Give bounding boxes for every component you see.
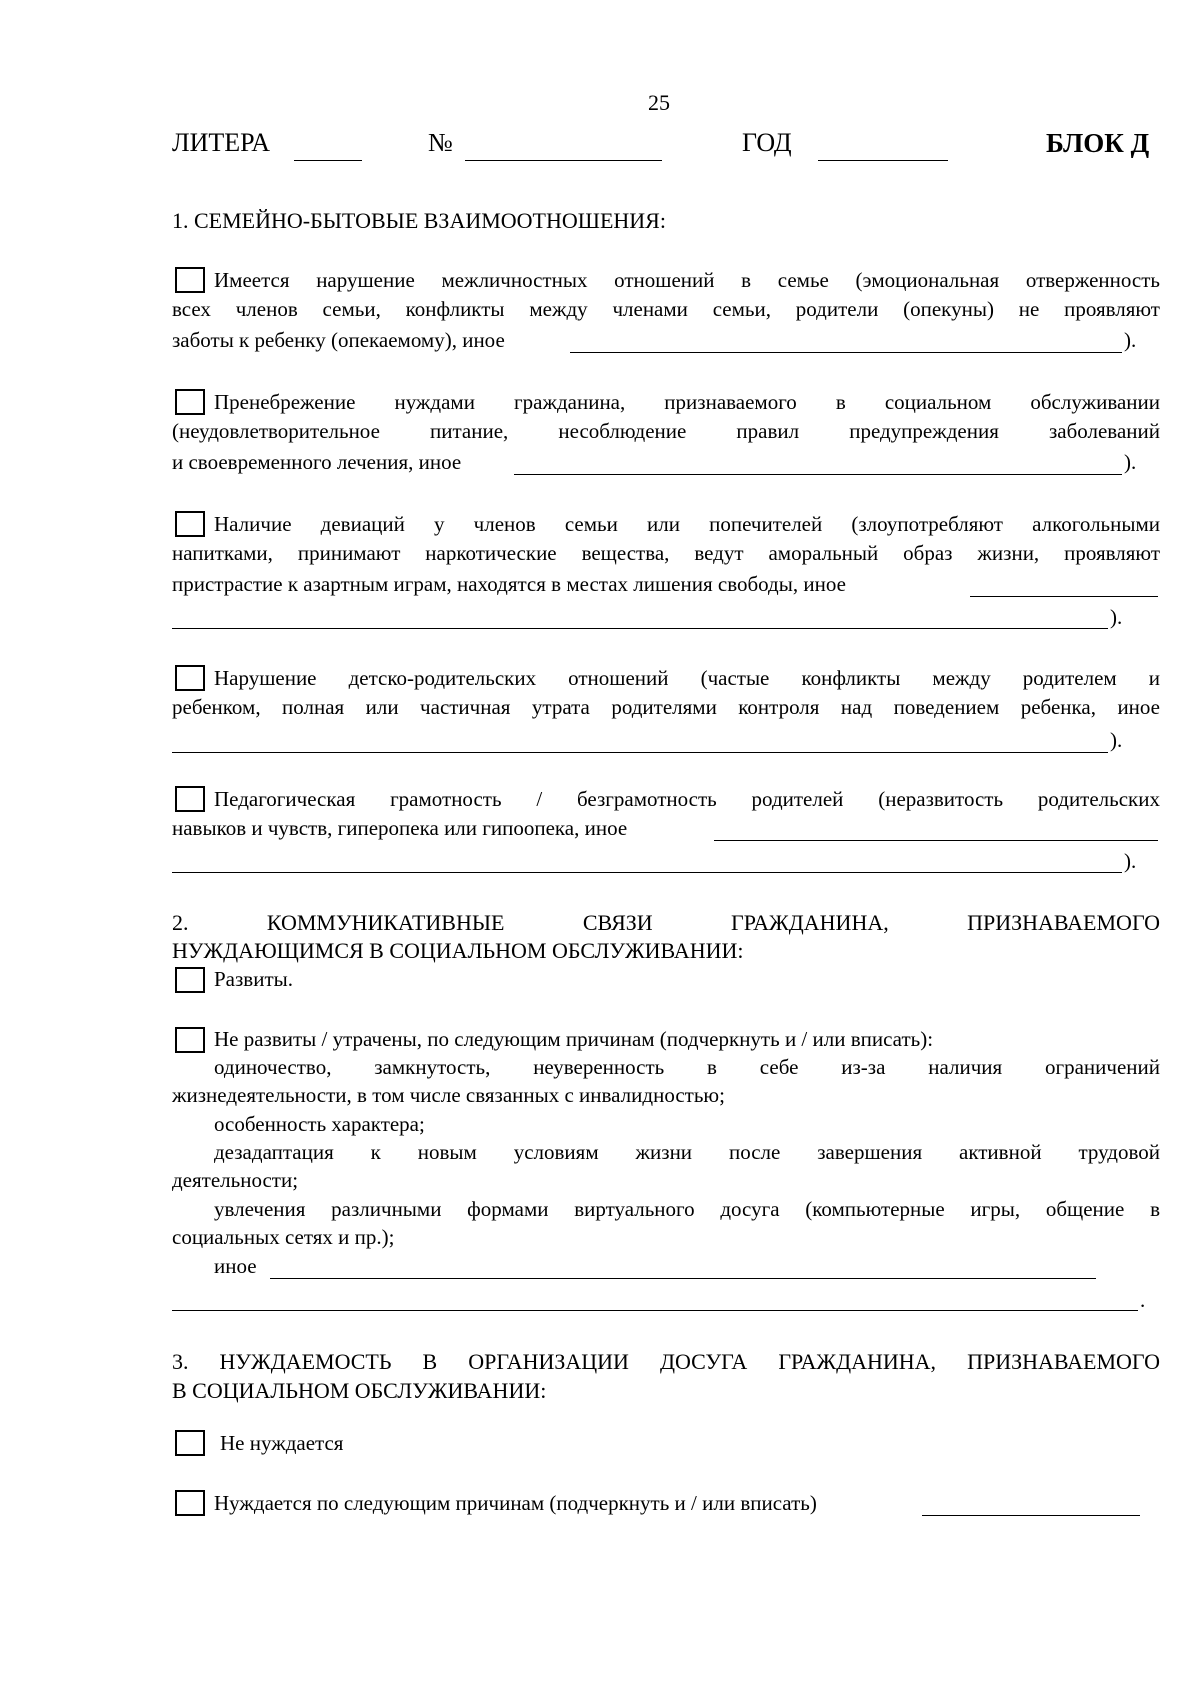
item3-checkbox[interactable]: [175, 511, 205, 537]
reason-other-label: иное: [214, 1254, 257, 1278]
reason2: особенность характера;: [214, 1112, 425, 1136]
item1-checkbox[interactable]: [175, 267, 205, 293]
reason3-line1: дезадаптация к новым условиям жизни после завершения активной трудовой: [214, 1140, 1160, 1164]
item3-line2: напитками, принимают наркотические вещества, ведут аморальный образ жизни, проявляют: [172, 541, 1160, 565]
item5-other-field-2[interactable]: [172, 872, 1122, 873]
item1-line3: заботы к ребенку (опекаемому), иное: [172, 328, 505, 352]
item1-line2: всех членов семьи, конфликты между членами семьи, родители (опекуны) не проявляют: [172, 297, 1160, 321]
item4-line2: ребенком, полная или частичная утрата родителями контроля над поведением ребенка, иное: [172, 695, 1160, 719]
section3-opt1-label: Не нуждается: [220, 1431, 344, 1455]
year-field[interactable]: [818, 160, 948, 161]
item2-other-field[interactable]: [514, 474, 1122, 475]
item2-line1: Пренебрежение нуждами гражданина, признаваемого в социальном обслуживании: [214, 390, 1160, 414]
reason4-line2: социальных сетях и пр.);: [172, 1225, 395, 1249]
section2-title-line2: НУЖДАЮЩИМСЯ В СОЦИАЛЬНОМ ОБСЛУЖИВАНИИ:: [172, 938, 744, 963]
item5-line1: Педагогическая грамотность / безграмотность родителей (неразвитость родительских: [214, 787, 1160, 811]
section3-opt2-field[interactable]: [922, 1515, 1140, 1516]
section2-opt1-label: Развиты.: [214, 967, 293, 991]
litera-field[interactable]: [294, 160, 362, 161]
number-field[interactable]: [465, 160, 662, 161]
item5-line2: навыков и чувств, гиперопека или гипоопека, иное: [172, 816, 628, 840]
item3-line1: Наличие девиаций у членов семьи или попечителей (злоупотребляют алкогольными: [214, 512, 1160, 536]
item4-end: ).: [1110, 728, 1123, 752]
reason-other-field-2[interactable]: [172, 1310, 1138, 1311]
section2-opt2-checkbox[interactable]: [175, 1027, 205, 1053]
item5-other-field[interactable]: [714, 840, 1158, 841]
section1-title: 1. СЕМЕЙНО-БЫТОВЫЕ ВЗАИМООТНОШЕНИЯ:: [172, 208, 666, 233]
item4-checkbox[interactable]: [175, 665, 205, 691]
section3-opt2-label: Нуждается по следующим причинам (подчеркнуть и / или вписать): [214, 1491, 817, 1515]
item3-other-field-2[interactable]: [172, 628, 1108, 629]
item5-end: ).: [1124, 849, 1137, 873]
item3-line3: пристрастие к азартным играм, находятся в местах лишения свободы, иное: [172, 572, 846, 596]
item1-other-field[interactable]: [570, 352, 1122, 353]
reason3-line2: деятельности;: [172, 1168, 299, 1192]
item3-other-field[interactable]: [970, 596, 1158, 597]
item4-other-field[interactable]: [172, 752, 1108, 753]
section3-opt2-checkbox[interactable]: [175, 1490, 205, 1516]
reason1-line2: жизнедеятельности, в том числе связанных с инвалидностью;: [172, 1083, 725, 1107]
page-number: 25: [648, 90, 670, 115]
item1-end: ).: [1124, 328, 1137, 352]
item2-line2: (неудовлетворительное питание, несоблюдение правил предупреждения заболеваний: [172, 419, 1160, 443]
section3-opt1-checkbox[interactable]: [175, 1430, 205, 1456]
reason-other-field[interactable]: [270, 1278, 1096, 1279]
reason-other-end: .: [1140, 1288, 1146, 1312]
number-label: №: [428, 128, 453, 157]
reason4-line1: увлечения различными формами виртуального досуга (компьютерные игры, общение в: [214, 1197, 1160, 1221]
item2-end: ).: [1124, 450, 1137, 474]
year-label: ГОД: [742, 128, 792, 157]
block-label: БЛОК Д: [1046, 128, 1150, 158]
reason1-line1: одиночество, замкнутость, неуверенность в себе из-за наличия ограничений: [214, 1055, 1160, 1079]
item4-line1: Нарушение детско-родительских отношений (частые конфликты между родителем и: [214, 666, 1160, 690]
item3-end: ).: [1110, 605, 1123, 629]
item2-checkbox[interactable]: [175, 389, 205, 415]
section2-title-line1: 2. КОММУНИКАТИВНЫЕ СВЯЗИ ГРАЖДАНИНА, ПРИЗНАВАЕМОГО: [172, 910, 1160, 935]
section3-title-line1: 3. НУЖДАЕМОСТЬ В ОРГАНИЗАЦИИ ДОСУГА ГРАЖДАНИНА, ПРИЗНАВАЕМОГО: [172, 1349, 1160, 1374]
item5-checkbox[interactable]: [175, 786, 205, 812]
section2-opt2-label: Не развиты / утрачены, по следующим причинам (подчеркнуть и / или вписать):: [214, 1027, 934, 1051]
item2-line3: и своевременного лечения, иное: [172, 450, 462, 474]
litera-label: ЛИТЕРА: [172, 128, 271, 157]
section3-title-line2: В СОЦИАЛЬНОМ ОБСЛУЖИВАНИИ:: [172, 1378, 547, 1403]
item1-line1: Имеется нарушение межличностных отношений в семье (эмоциональная отверженность: [214, 268, 1160, 292]
section2-opt1-checkbox[interactable]: [175, 967, 205, 993]
